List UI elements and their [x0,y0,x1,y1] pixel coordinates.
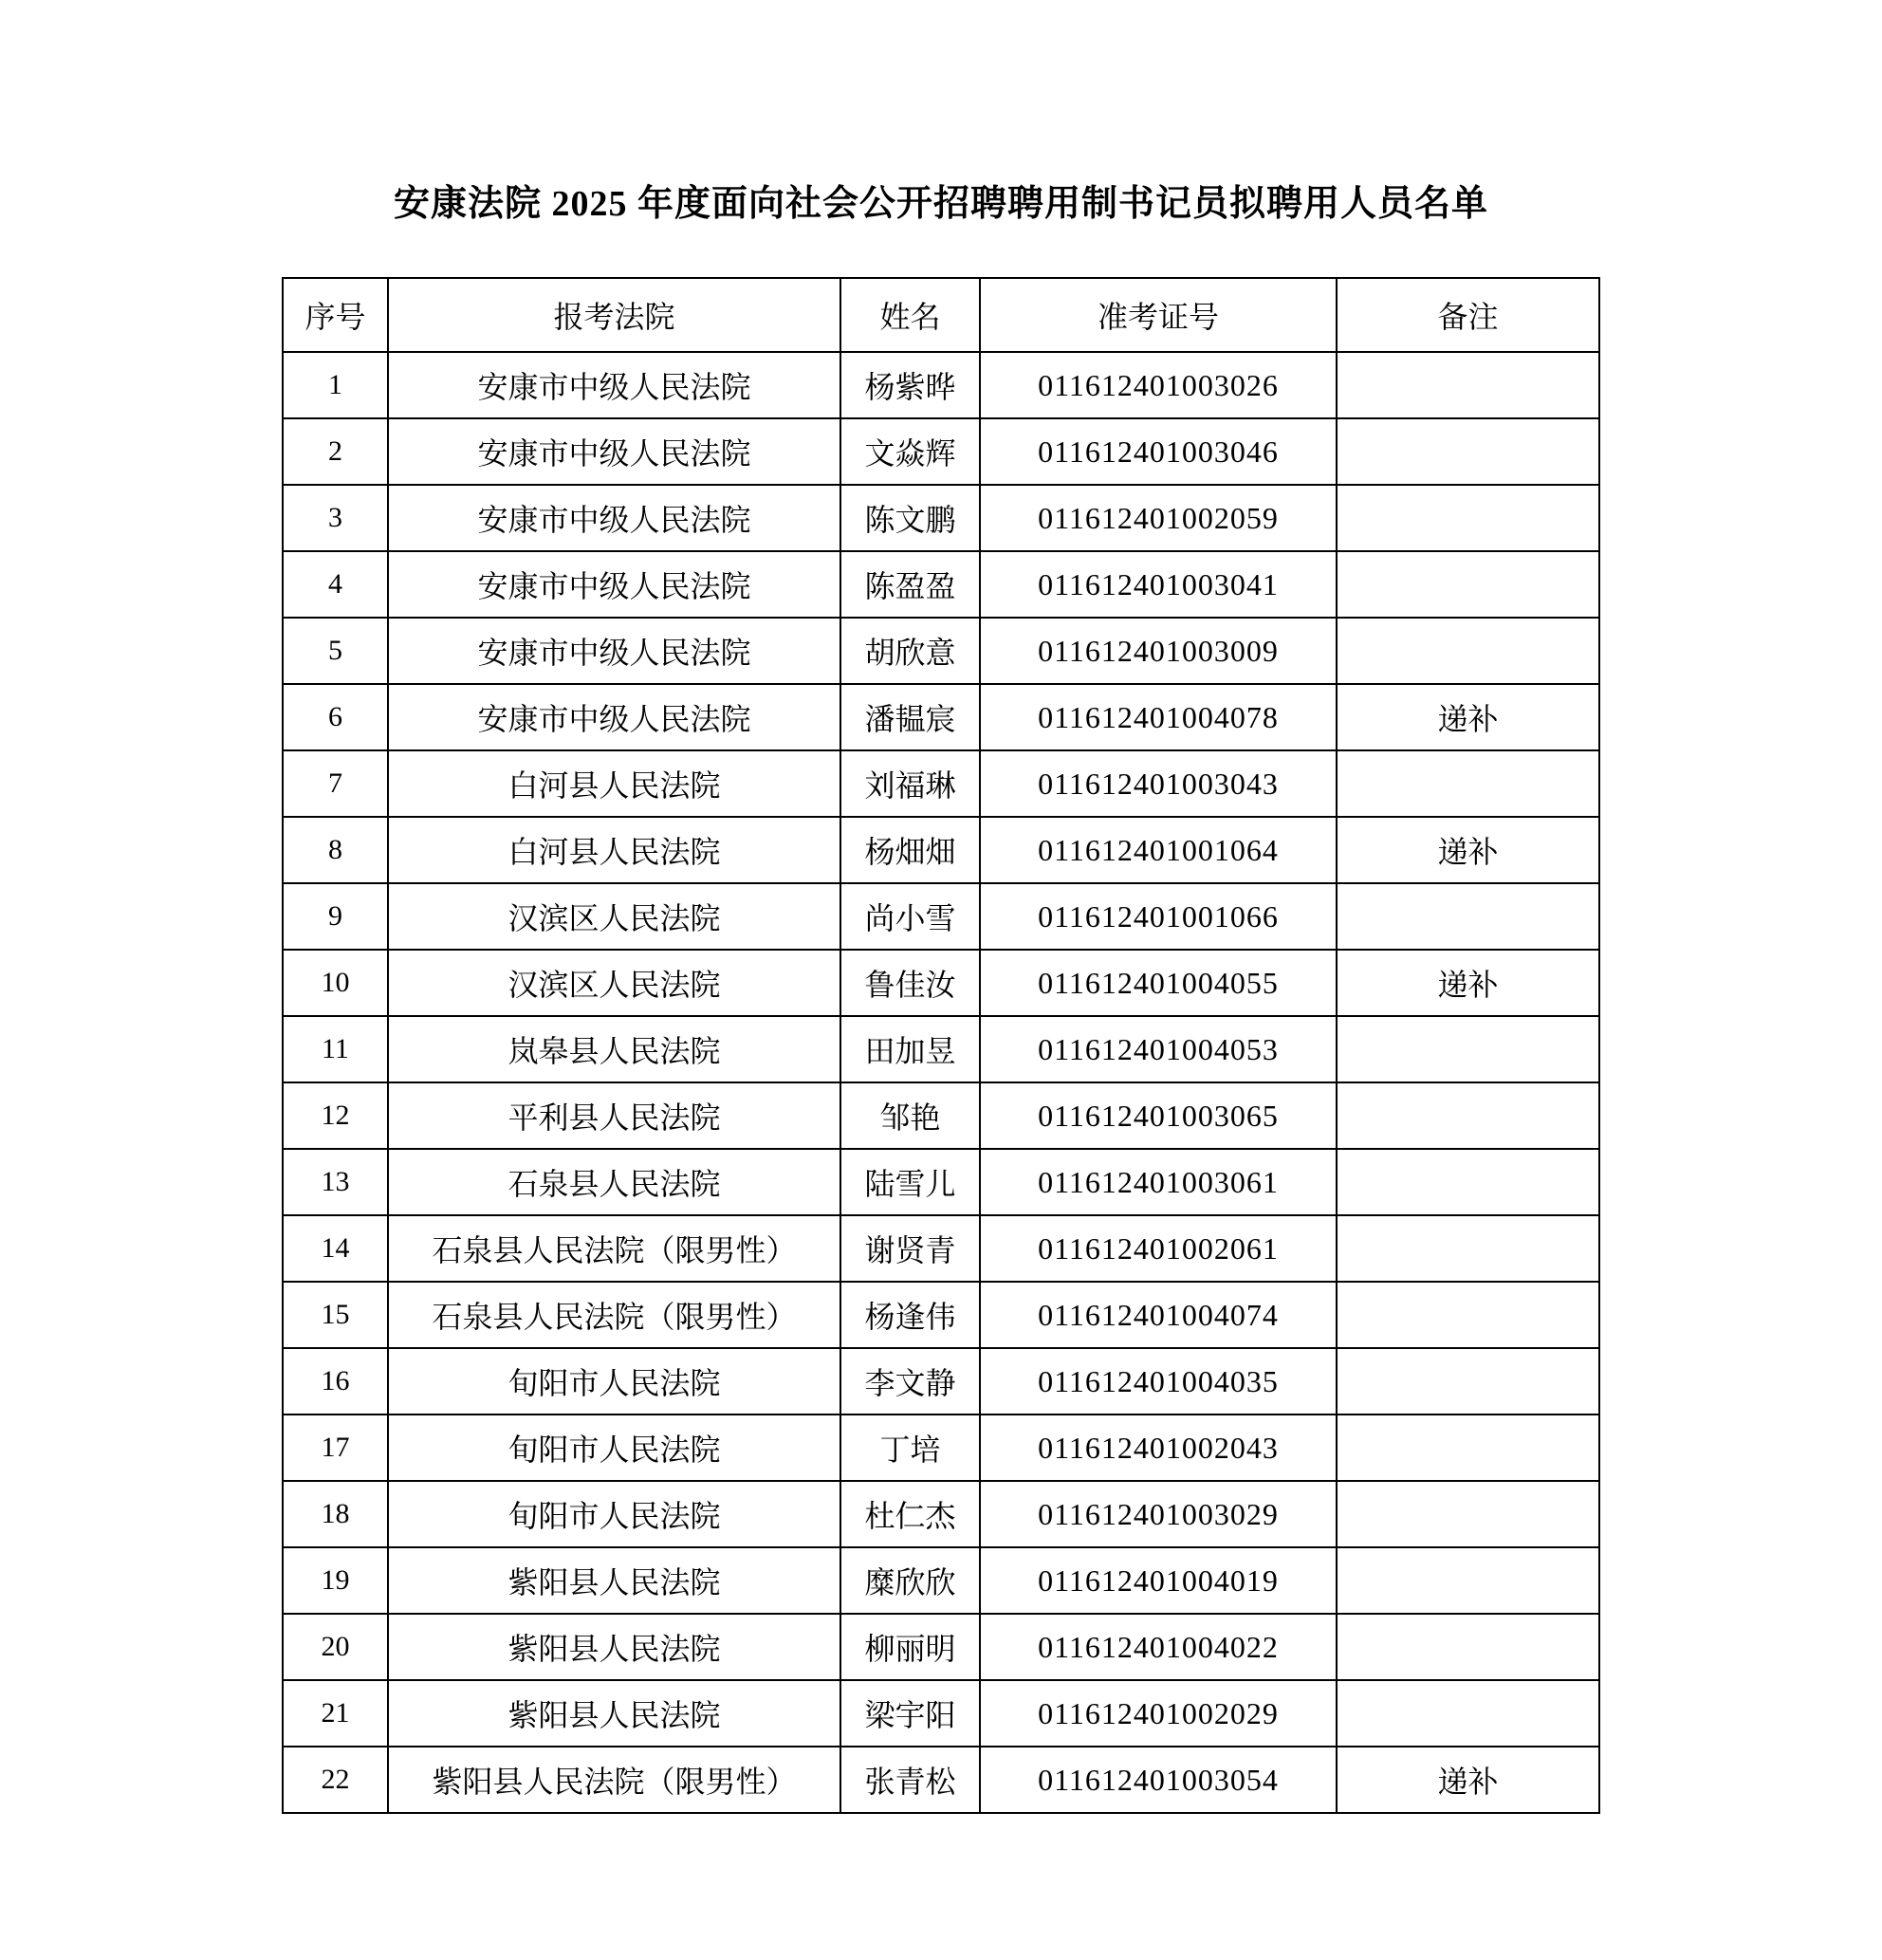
cell-court-applied: 汉滨区人民法院 [388,950,840,1016]
cell-serial-number: 7 [283,750,388,817]
table-row [283,1547,1599,1614]
cell-name: 邹艳 [840,1082,980,1149]
cell-name: 尚小雪 [840,883,980,950]
cell-court-applied: 安康市中级人民法院 [388,485,840,551]
table-row [283,950,1599,1016]
table-row [283,1614,1599,1680]
cell-name: 潘韫宸 [840,684,980,750]
cell-ticket-number: 011612401003061 [980,1149,1337,1215]
cell-court-applied: 安康市中级人民法院 [388,352,840,418]
cell-remark [1337,1082,1599,1149]
cell-court-applied: 白河县人民法院 [388,750,840,817]
cell-name: 杜仁杰 [840,1481,980,1547]
table-row [283,750,1599,817]
cell-ticket-number: 011612401003026 [980,352,1337,418]
cell-name: 梁宇阳 [840,1680,980,1747]
table-row [283,1680,1599,1747]
cell-serial-number: 19 [283,1547,388,1614]
cell-name: 鲁佳汝 [840,950,980,1016]
cell-remark [1337,352,1599,418]
cell-name: 田加昱 [840,1016,980,1082]
cell-court-applied: 白河县人民法院 [388,817,840,883]
cell-serial-number: 14 [283,1215,388,1282]
table-row [283,1481,1599,1547]
cell-serial-number: 10 [283,950,388,1016]
cell-name: 糜欣欣 [840,1547,980,1614]
cell-remark: 递补 [1337,684,1599,750]
cell-name: 杨逢伟 [840,1282,980,1348]
table-row [283,1282,1599,1348]
cell-ticket-number: 011612401004022 [980,1614,1337,1680]
table-row [283,1747,1599,1813]
cell-serial-number: 21 [283,1680,388,1747]
cell-court-applied: 紫阳县人民法院（限男性） [388,1747,840,1813]
table-header [283,278,1599,352]
cell-ticket-number: 011612401002029 [980,1680,1337,1747]
header-remark: 备注 [1337,278,1599,352]
cell-court-applied: 安康市中级人民法院 [388,618,840,684]
table-row [283,352,1599,418]
cell-name: 陆雪儿 [840,1149,980,1215]
cell-remark [1337,1614,1599,1680]
header-name: 姓名 [840,278,980,352]
cell-remark [1337,1282,1599,1348]
cell-name: 丁培 [840,1415,980,1481]
cell-remark [1337,1016,1599,1082]
cell-serial-number: 22 [283,1747,388,1813]
table-row [283,1016,1599,1082]
cell-ticket-number: 011612401003046 [980,418,1337,485]
cell-ticket-number: 011612401002043 [980,1415,1337,1481]
header-serial-number: 序号 [283,278,388,352]
cell-serial-number: 5 [283,618,388,684]
cell-ticket-number: 011612401003041 [980,551,1337,618]
cell-serial-number: 3 [283,485,388,551]
cell-court-applied: 紫阳县人民法院 [388,1614,840,1680]
cell-remark [1337,1481,1599,1547]
cell-serial-number: 11 [283,1016,388,1082]
cell-remark [1337,618,1599,684]
cell-ticket-number: 011612401002059 [980,485,1337,551]
cell-ticket-number: 011612401004074 [980,1282,1337,1348]
page-title: 安康法院 2025 年度面向社会公开招聘聘用制书记员拟聘用人员名单 [393,184,1488,224]
cell-name: 陈文鹏 [840,485,980,551]
cell-remark: 递补 [1337,817,1599,883]
cell-court-applied: 紫阳县人民法院 [388,1680,840,1747]
cell-remark: 递补 [1337,1747,1599,1813]
header-ticket-number: 准考证号 [980,278,1337,352]
cell-remark [1337,1215,1599,1282]
cell-serial-number: 17 [283,1415,388,1481]
cell-serial-number: 16 [283,1348,388,1415]
cell-court-applied: 安康市中级人民法院 [388,551,840,618]
cell-court-applied: 汉滨区人民法院 [388,883,840,950]
cell-ticket-number: 011612401004078 [980,684,1337,750]
header-row [283,278,1599,352]
cell-name: 李文静 [840,1348,980,1415]
table-row [283,1149,1599,1215]
cell-court-applied: 石泉县人民法院 [388,1149,840,1215]
cell-serial-number: 15 [283,1282,388,1348]
cell-ticket-number: 011612401004035 [980,1348,1337,1415]
cell-ticket-number: 011612401004019 [980,1547,1337,1614]
cell-remark [1337,883,1599,950]
table-row [283,485,1599,551]
table-row [283,817,1599,883]
cell-ticket-number: 011612401003009 [980,618,1337,684]
cell-ticket-number: 011612401004053 [980,1016,1337,1082]
cell-court-applied: 石泉县人民法院（限男性） [388,1215,840,1282]
cell-court-applied: 平利县人民法院 [388,1082,840,1149]
table-row [283,618,1599,684]
cell-court-applied: 旬阳市人民法院 [388,1481,840,1547]
table-row [283,1348,1599,1415]
cell-name: 陈盈盈 [840,551,980,618]
cell-court-applied: 旬阳市人民法院 [388,1348,840,1415]
cell-court-applied: 岚皋县人民法院 [388,1016,840,1082]
cell-ticket-number: 011612401003054 [980,1747,1337,1813]
cell-remark [1337,485,1599,551]
cell-remark [1337,1348,1599,1415]
table-row [283,418,1599,485]
cell-ticket-number: 011612401001064 [980,817,1337,883]
cell-name: 文焱辉 [840,418,980,485]
cell-remark [1337,1547,1599,1614]
cell-ticket-number: 011612401002061 [980,1215,1337,1282]
cell-name: 谢贤青 [840,1215,980,1282]
cell-court-applied: 紫阳县人民法院 [388,1547,840,1614]
cell-ticket-number: 011612401003029 [980,1481,1337,1547]
cell-serial-number: 8 [283,817,388,883]
cell-remark [1337,1415,1599,1481]
roster-table [282,277,1600,1814]
cell-court-applied: 石泉县人民法院（限男性） [388,1282,840,1348]
cell-serial-number: 4 [283,551,388,618]
table-row [283,1415,1599,1481]
cell-court-applied: 安康市中级人民法院 [388,418,840,485]
cell-remark [1337,1680,1599,1747]
cell-ticket-number: 011612401003043 [980,750,1337,817]
cell-remark [1337,551,1599,618]
cell-name: 张青松 [840,1747,980,1813]
cell-serial-number: 9 [283,883,388,950]
cell-court-applied: 安康市中级人民法院 [388,684,840,750]
cell-serial-number: 20 [283,1614,388,1680]
cell-court-applied: 旬阳市人民法院 [388,1415,840,1481]
cell-serial-number: 13 [283,1149,388,1215]
cell-remark [1337,1149,1599,1215]
cell-serial-number: 2 [283,418,388,485]
cell-serial-number: 1 [283,352,388,418]
header-court-applied: 报考法院 [388,278,840,352]
cell-remark [1337,418,1599,485]
table-row [283,551,1599,618]
table-row [283,1082,1599,1149]
cell-ticket-number: 011612401004055 [980,950,1337,1016]
table-row [283,684,1599,750]
table-row [283,883,1599,950]
cell-name: 胡欣意 [840,618,980,684]
cell-name: 杨紫晔 [840,352,980,418]
cell-serial-number: 12 [283,1082,388,1149]
table-body [283,352,1599,1813]
cell-name: 刘福琳 [840,750,980,817]
cell-serial-number: 6 [283,684,388,750]
table-row [283,1215,1599,1282]
cell-remark [1337,750,1599,817]
cell-name: 杨畑畑 [840,817,980,883]
cell-ticket-number: 011612401001066 [980,883,1337,950]
cell-name: 柳丽明 [840,1614,980,1680]
cell-ticket-number: 011612401003065 [980,1082,1337,1149]
cell-serial-number: 18 [283,1481,388,1547]
cell-remark: 递补 [1337,950,1599,1016]
